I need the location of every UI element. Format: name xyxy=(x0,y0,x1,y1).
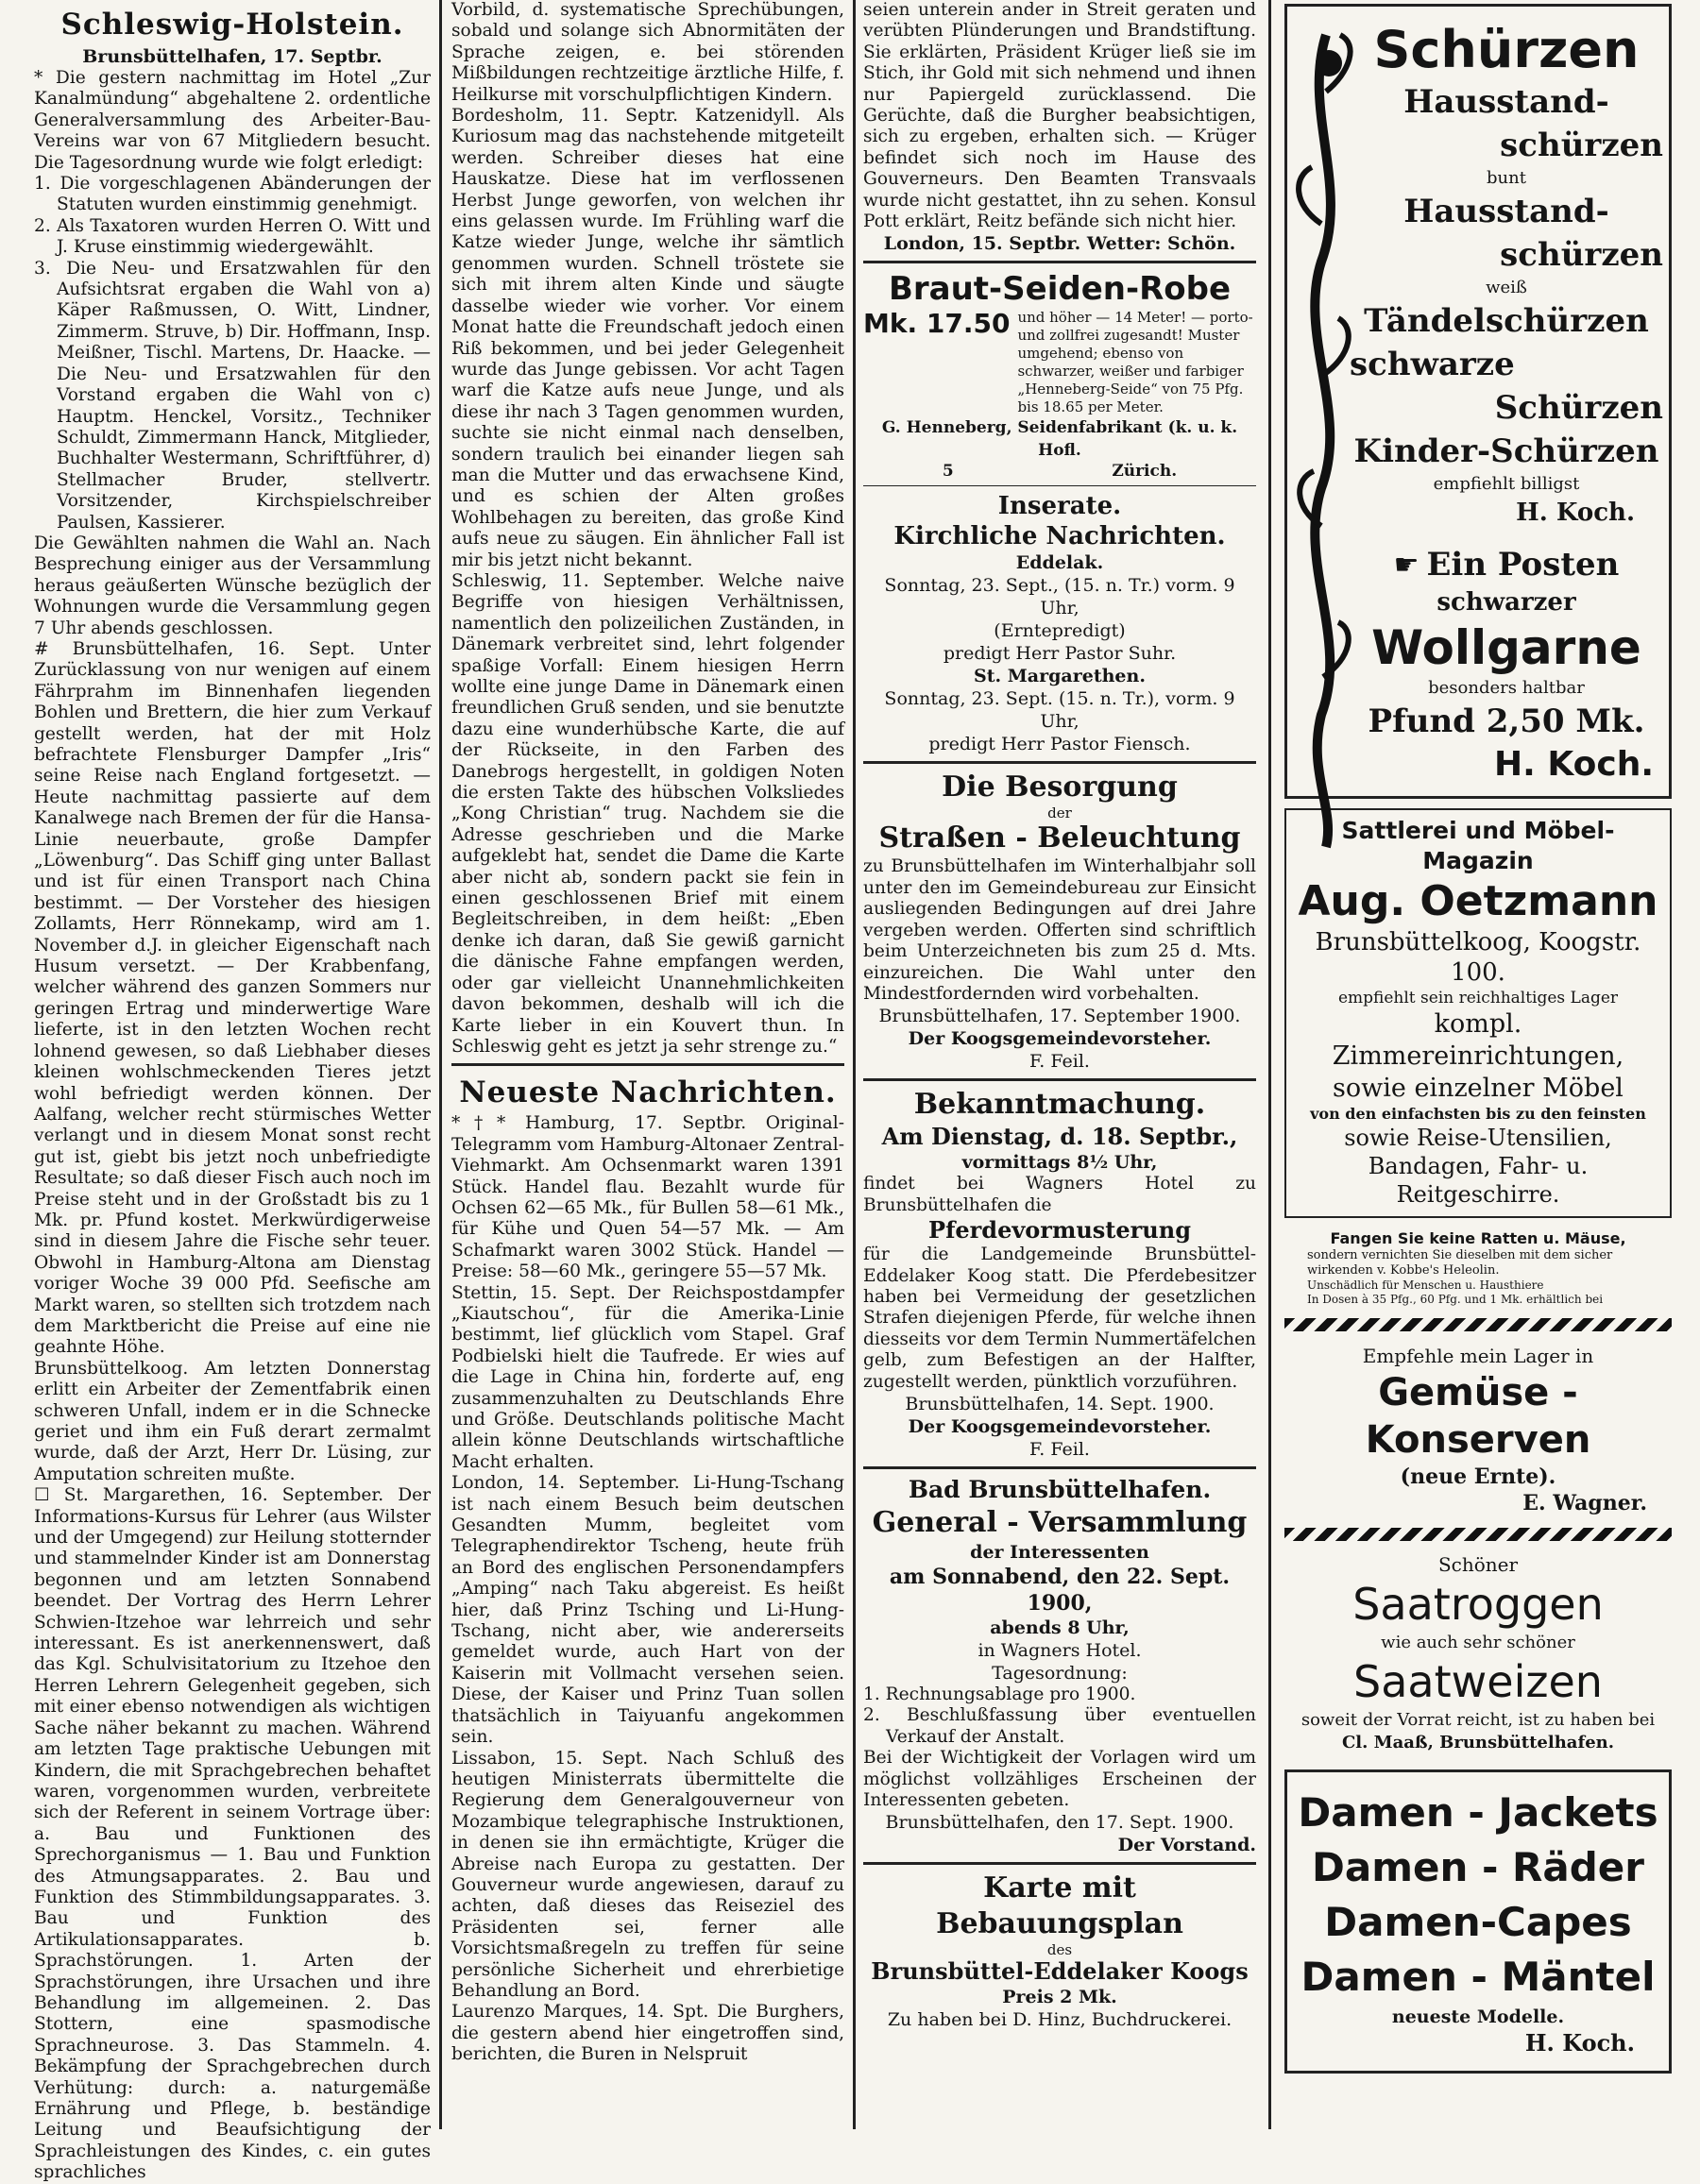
ad-signature: Der Vorstand. xyxy=(1117,1835,1256,1856)
ad-date: Brunsbüttelhafen, 14. Sept. 1900. xyxy=(905,1393,1215,1414)
ad-headline: Aug. Oetzmann xyxy=(1298,877,1658,925)
ad-number: 5 xyxy=(942,462,954,482)
ad-city: Zürich. xyxy=(1112,462,1178,482)
ad-title: Karte mit xyxy=(983,1871,1136,1905)
ad-line: sowie einzelner Möbel xyxy=(1333,1074,1624,1103)
ad-date: Brunsbüttelhafen, 17. September 1900. xyxy=(878,1006,1241,1027)
ad-text: zu Brunsbüttelhafen im Winterhalbjahr soll unter den im Gemeindebureau zur Einsicht ausliegenden Bedingungen auf drei Jahre vergeben werden. Offerten sind schriftlich beim Unterzeichneten bis zum 25 d. Mts. einzureichen. Die Wahl unter den Mindestfordernden wird vorbehalten. xyxy=(863,856,1256,1004)
ad-line: Ein Posten xyxy=(1426,546,1620,584)
list-item: 2. Beschlußfassung über eventuellen Verkauf der Anstalt. xyxy=(863,1705,1256,1747)
church-place: Eddelak. xyxy=(1015,552,1104,574)
ad-title: Braut-Seiden-Robe xyxy=(888,270,1232,309)
column-divider xyxy=(1268,0,1271,2129)
church-line: predigt Herr Pastor Suhr. xyxy=(943,643,1177,665)
ad-line: empfiehlt sein reichhaltiges Lager xyxy=(1337,989,1619,1007)
ad-line: neueste Modelle. xyxy=(1391,2006,1565,2027)
ad-line: Hausstand- xyxy=(1403,83,1609,121)
ad-oetzmann xyxy=(1284,808,1672,1218)
ad-signature: H. Koch. xyxy=(1524,2029,1635,2057)
ad-price: Mk. 17.50 xyxy=(863,308,1011,340)
ad-signature: Der Koogsgemeindevorsteher. xyxy=(908,1415,1212,1437)
church-line: predigt Herr Pastor Fiensch. xyxy=(928,734,1191,755)
ad-line: am Sonnabend, den 22. Sept. 1900, xyxy=(889,1564,1231,1616)
ad-line: Am Dienstag, d. 18. Septbr., xyxy=(881,1123,1238,1151)
ad-headline: Damen - Jackets xyxy=(1298,1789,1658,1836)
ad-line: abends 8 Uhr, xyxy=(990,1617,1130,1638)
ad-line: Kinder-Schürzen xyxy=(1353,432,1659,470)
ad-title: Straßen - Beleuchtung xyxy=(878,821,1241,855)
article-paragraph: London, 14. September. Li-Hung-Tschang ist nach einem Besuch beim deutschen Gesandten Mumm, begleitet vom Telegraphendirektor Tscheng, heute früh an Bord des englischen Personendampfers „Amping“ nach Taku abgereist. Es heißt hier, daß Prinz Tsching und Li-Hung-Tschang, nicht aber, wie andererseits gemeldet wurde, auch Hart von der Kaiserin mit Vollmacht versehen seien. Diese, der Kaiser und Prinz Tuan sollen thatsächlich in Taiyuanfu angekommen sein. xyxy=(451,1473,844,1748)
ad-date: Brunsbüttelhafen, den 17. Sept. 1900. xyxy=(885,1812,1234,1834)
ad-signature: F. Feil. xyxy=(1029,1051,1090,1073)
ad-line: Schürzen xyxy=(1494,389,1663,427)
ad-heleolin xyxy=(1303,1226,1653,1311)
ad-line: Sattlerei und Möbel-Magazin xyxy=(1341,817,1615,874)
ad-headline: Wollgarne xyxy=(1371,620,1641,675)
ad-line: schürzen xyxy=(1500,236,1663,274)
ad-line: Unschädlich für Menschen u. Hausthiere xyxy=(1307,1278,1544,1292)
section-title: Neueste Nachrichten. xyxy=(459,1075,837,1110)
ad-headline: Damen - Mäntel xyxy=(1300,1954,1656,2000)
ad-text: für die Landgemeinde Brunsbüttel-Eddelaker Koog statt. Die Pferdebesitzer haben bei Vermeidung der gesetzlichen Strafen diejenigen Pferde, für welche ihnen diesseits vor dem Termin Nummertäfelchen gelb, zum Befestigen an der Halfter, zugestellt werden, pünktlich vorzuführen. xyxy=(863,1244,1256,1392)
article-paragraph: seien unterein ander in Streit geraten und verübten Plünderungen und Brandstiftung. Sie erklärten, Präsident Krüger ließ sie im Stich, ihr Gold mit sich nehmend und ihnen nur Papiergeld zurücklassend. Die Gerüchte, daß die Burgher beabsichtigen, sich zu ergeben, erhalten sich. — Krüger befindet sich noch im Hause des Gouverneurs. Den Beamten Transvaals wurde nicht gestattet, ihn zu sehen. Konsul Pott erklärt, Reitz befände sich nicht hier. xyxy=(863,0,1256,232)
ad-line: wie auch sehr schöner xyxy=(1381,1633,1575,1652)
ad-line: des xyxy=(1046,1941,1073,1959)
ad-signature: Cl. Maaß, Brunsbüttelhafen. xyxy=(1341,1733,1615,1752)
ad-subtitle: der xyxy=(1047,804,1072,822)
list-item: 1. Rechnungsablage pro 1900. xyxy=(863,1684,1136,1704)
ad-line: Schöner xyxy=(1437,1553,1519,1576)
church-line: Sonntag, 23. Sept., (15. n. Tr.) vorm. 9 Uhr, xyxy=(884,575,1235,619)
divider xyxy=(863,1862,1256,1865)
ad-line: Tagesordnung: xyxy=(992,1662,1128,1684)
ad-braut-seide xyxy=(863,269,1256,481)
ad-price: Pfund 2,50 Mk. xyxy=(1368,703,1645,740)
ad-signature: E. Wagner. xyxy=(1522,1491,1647,1515)
ad-saatroggen xyxy=(1284,1549,1672,1758)
article-paragraph: Lissabon, 15. Sept. Nach Schluß des heutigen Ministerrats übermittelte die Regierung dem Generalgouverneur von Mozambique telegraphische Instruktionen, in denen sie ihn ermächtigte, Krüger die Abreise nach Europa zu gestatten. Der Gouverneur wurde angewiesen, darauf zu achten, daß dieses das Reiseziel des Präsidenten sei, ferner alle Vorsichtsmaßregeln zu treffen für seine persönliche Sicherheit und ehrerbietige Behandlung an Bord. xyxy=(451,1748,844,2001)
ad-signature: H. Koch. xyxy=(1516,499,1635,527)
ad-line: besonders haltbar xyxy=(1428,678,1585,698)
ad-signature: H. Koch. xyxy=(1494,745,1654,784)
column-3 xyxy=(856,0,1264,2129)
ad-line: vormittags 8½ Uhr, xyxy=(961,1152,1158,1174)
ad-title: Die Besorgung xyxy=(942,770,1178,804)
ad-line: Hausstand- xyxy=(1403,193,1609,230)
ad-title: Bebauungsplan xyxy=(936,1907,1183,1941)
floral-ornament-icon xyxy=(1293,35,1359,847)
ad-line: schwarzer xyxy=(1436,588,1576,617)
divider xyxy=(451,1063,844,1066)
list-item: 2. Als Taxatoren wurden Herren O. Witt und J. Kruse einstimmig wiedergewählt. xyxy=(34,215,431,258)
ad-headline: Saatroggen xyxy=(1352,1579,1604,1630)
article-paragraph: * Die gestern nachmittag im Hotel „Zur Kanalmündung“ abgehaltene 2. ordentliche Generalversammlung des Arbeiter-Bau-Vereins war von 67 Mitgliedern besucht. Die Tagesordnung wurde wie folgt erledigt: xyxy=(34,68,431,173)
article-paragraph: *†* Hamburg, 17. Septbr. Original-Telegramm vom Hamburg-Altonaer Zentral-Viehmarkt. Am Ochsenmarkt waren 1391 Stück. Handel flau. Bezahlt wurde für Ochsen 62—65 Mk., für Bullen 58—61 Mk., für Kühe und Quen 54—57 Mk. — Am Schafmarkt waren 3002 Stück. Handel — Preise: 58—60 Mk., geringere 55—57 Mk. xyxy=(451,1113,844,1282)
ad-title: Bad Brunsbüttelhafen. xyxy=(908,1475,1212,1503)
decorative-border xyxy=(1284,1318,1672,1331)
ad-title: Bekanntmachung. xyxy=(913,1088,1206,1122)
list-item: 3. Die Neu- und Ersatzwahlen für den Aufsichtsrat ergaben die Wahl von a) Käper Raßmussen, O. Witt, Lindner, Zimmerm. Struve, b) Dir. Hoffmann, Insp. Meißner, Tischl. Martens, Dr. Haacke. — Die Neu- und Ersatzwahlen für den Vorstand ergaben die Wahl von c) Hauptm. Henckel, Vorsitz., Techniker Schuldt, Zimmermann Hanck, Mitglieder, Buchhalter Westermann, Schriftführer, d) Stellmacher Bruder, stellvertr. Vorsitzender, Kirchspielschreiber Paulsen, Kassierer. xyxy=(34,258,431,533)
article-paragraph: Stettin, 15. Sept. Der Reichspostdampfer „Kiautschou“, für die Amerika-Linie bestimmt, lief glücklich vom Stapel. Graf Podbielski hielt die Taufrede. Er wies auf die Lage in China hin, forderte auf, eng zusammenzuhalten zu Deutschlands Ehre und Größe. Deutschlands politische Macht allein könne Deutschlands wirtschaftliche Macht erhalten. xyxy=(451,1282,844,1472)
ad-line: schürzen xyxy=(1500,127,1663,164)
ad-line: sowie Reise-Utensilien, Bandagen, Fahr- u. Reitgeschirre. xyxy=(1344,1125,1612,1208)
ad-line: (neue Ernte). xyxy=(1400,1464,1556,1489)
ad-konserven xyxy=(1284,1339,1672,1520)
ad-line: in Wagners Hotel. xyxy=(978,1639,1142,1661)
ad-line: Empfehle mein Lager in xyxy=(1362,1345,1594,1367)
divider xyxy=(863,761,1256,764)
ad-line: In Dosen à 35 Pfg., 60 Pfg. und 1 Mk. erhältlich bei xyxy=(1307,1293,1604,1306)
ad-headline: Schürzen xyxy=(1373,20,1640,79)
ad-strassenbeleuchtung xyxy=(863,770,1256,1073)
divider xyxy=(863,1466,1256,1469)
article-paragraph: Vorbild, d. systematische Sprechübungen, sobald und solange sich Abnormitäten der Sprache zeigen, e. bei störenden Mißbildungen rechtzeitige ärztliche Hilfe, f. Heilkurse mit vorschulpflichtigen Kindern. xyxy=(451,0,844,105)
ad-text: und höher — 14 Meter! — porto- und zollfrei zugesandt! Muster umgehend; ebenso von schwarzer, weißer und farbiger „Henneberg-Seide“ von 75 Pfg. bis 18.65 per Meter. xyxy=(1017,309,1253,416)
article-paragraph: Bordesholm, 11. Septr. Katzenidyll. Als Kuriosum mag das nachstehende mitgeteilt werden. Schreiber dieses hat eine Hauskatze. Diese hat im verflossenen Herbst Junge geworfen, von welchen ihr eins gelassen wurde. Im Frühling warf die Katze wieder Junge, welche ihr sämtlich genommen wurden. Schnell tröstete sie sich mit ihrem alten Kinde und säugte dasselbe wieder wie vorher. Vor einem Monat hatte die Freundschaft jedoch einen Riß bekommen, und bei jeder Gelegenheit wurde das Junge gebissen. Vor acht Tagen warf die Katze aufs neue Junge, und als diese ihr nach 3 Tagen genommen wurden, suchte sie nicht einmal nach denselben, sondern traulich bei einander liegen sah man die Mutter und das erwachsene Kind, und es schien der Alten großes Wohlbehagen zu bereiten, das große Kind aufs neue zu säugen. Ein ähnlicher Fall ist mir bis jetzt nicht bekannt. xyxy=(451,106,844,570)
column-1 xyxy=(26,0,438,2183)
column-2 xyxy=(444,0,852,2129)
list-item: 1. Die vorgeschlagenen Abänderungen der Statuten wurden einstimmig genehmigt. xyxy=(34,174,431,215)
ad-generalversammlung xyxy=(863,1475,1256,1856)
ad-schuerzen xyxy=(1284,4,1672,799)
article-paragraph: Schleswig, 11. September. Welche naive Begriffe von hiesigen Verhältnissen, namentlich den polizeilichen Zuständen, in Dänemark verbreitet sind, lehrt folgender spaßige Vorfall: Einem hiesigen Herrn wollte eine junge Dame in Dänemark einen freundlichen Gruß senden, und sie benutzte dazu eine wunderhübsche Karte, die auf der Rückseite, in den Farben des Danebrogs hergestellt, in goldigen Noten die ersten Takte des hübschen Volksliedes „Kong Christian“ trug. Nachdem sie die Adresse geschrieben und die Marke aufgeklebt hat, sendet die Dame die Karte aber nicht ab, sondern packt sie fein in einen geschlossenen Brief mit einem Begleitschreiben, in dem heißt: „Eben denke ich daran, daß Sie gewiß garnicht die dänische Fahne empfangen werden, oder gar vielleicht Unannehmlichkeiten davon bekommen, deshalb will ich die Karte lieber in ein Kouvert thun. In Schleswig geht es jetzt ja sehr strenge zu.“ xyxy=(451,570,844,1057)
ad-line: schwarze xyxy=(1350,346,1515,383)
ad-line: von den einfachsten bis zu den feinsten xyxy=(1310,1105,1646,1123)
weather-line: London, 15. Septbr. Wetter: Schön. xyxy=(883,233,1236,255)
ad-title: General - Versammlung xyxy=(872,1505,1248,1539)
article-paragraph: Brunsbüttelkoog. Am letzten Donnerstag erlitt ein Arbeiter der Zementfabrik einen schweren Unfall, indem er in die Schnecke geriet und ihm ein Fuß derart zermalmt wurde, daß der Arzt, Herr Dr. Lüsing, zur Amputation schreiten mußte. xyxy=(34,1358,431,1484)
decorative-border xyxy=(1284,1528,1672,1541)
church-line: Sonntag, 23. Sept. (15. n. Tr.), vorm. 9 Uhr, xyxy=(884,688,1235,733)
ad-price: Preis 2 Mk. xyxy=(1002,1987,1117,2008)
article-paragraph: Die Gewählten nahmen die Wahl an. Nach Besprechung einiger aus der Versammlung heraus geäußerten Wünsche bezüglich der Wohnungen wurde die Versammlung gegen 7 Uhr abends geschlossen. xyxy=(34,533,431,638)
ad-line: Brunsbüttel-Eddelaker Koogs xyxy=(871,1957,1249,1986)
dateline: Brunsbüttelhafen, 17. Septbr. xyxy=(82,46,382,67)
ad-signature: F. Feil. xyxy=(1029,1438,1090,1460)
ad-line: Tändelschürzen xyxy=(1364,302,1649,340)
ad-line: der Interessenten xyxy=(970,1541,1149,1563)
section-title: Inserate. xyxy=(997,492,1122,521)
church-line: (Erntepredigt) xyxy=(994,620,1126,642)
church-title: Kirchliche Nachrichten. xyxy=(893,522,1226,551)
ad-headline: Saatweizen xyxy=(1353,1656,1603,1707)
ad-headline: Damen - Räder xyxy=(1312,1844,1644,1890)
ad-line: Brunsbüttelkoog, Koogstr. 100. xyxy=(1315,928,1641,987)
ad-line: Zu haben bei D. Hinz, Buchdruckerei. xyxy=(887,2009,1232,2031)
ad-signature: Der Koogsgemeindevorsteher. xyxy=(908,1028,1212,1050)
ad-line: sondern vernichten Sie dieselben mit dem sicher wirkenden v. Kobbe's Heleolin. xyxy=(1307,1248,1613,1278)
divider xyxy=(863,485,1256,486)
article-paragraph: Laurenzo Marques, 14. Spt. Die Burghers, die gestern abend hier eingetroffen sind, berichten, die Buren in Nelspruit xyxy=(451,2002,844,2065)
ad-karte xyxy=(863,1871,1256,2031)
ad-line: bunt xyxy=(1487,168,1526,188)
divider xyxy=(863,1078,1256,1081)
ad-bekanntmachung xyxy=(863,1087,1256,1461)
ad-damen xyxy=(1284,1769,1672,2074)
article-paragraph: ☐ St. Margarethen, 16. September. Der Informations-Kursus für Lehrer (aus Wilster und der Umgegend) zur Heilung stotternder und stammelnder Kinder ist am Donnerstag begonnen und am letzten Sonnabend beendet. Der Vortrag des Herrn Lehrer Schwien-Itzehoe war lehrreich und sehr interessant. Es ist anerkennenswert, daß das Kgl. Schulvisitatorium zu Itzehoe den Herren Lehrern Gelegenheit gegeben, sich mit einer ebenso notwendigen als wichtigen Sache näher bekannt zu machen. Während am letzten Tage praktische Uebungen mit Kindern, die mit Sprachgebrechen behaftet waren, vorgenommen wurden, verbreitete sich der Referent in seinem Vortrage über: a. Bau und Funktionen des Sprechorganismus — 1. Bau und Funktion des Atmungsapparates. 2. Bau und Funktion des Stimmbildungsapparates. 3. Bau und Funktion des Artikulationsapparates. b. Sprachstörungen. 1. Arten der Sprachstörungen, ihre Ursachen und ihre Behandlung im allgemeinen. 2. Das Stottern, eine spasmodische Sprachneurose. 3. Das Stammeln. 4. Bekämpfung der Sprachgebrechen durch Verhütung: durch: a. naturgemäße Ernährung und Pflege, b. beständige Leitung und Beaufsichtigung der Sprachleistungen des Kindes, c. ein gutes sprachliches xyxy=(34,1485,431,2183)
ad-line: kompl. Zimmereinrichtungen, xyxy=(1332,1009,1624,1071)
ad-headline: Damen-Capes xyxy=(1324,1899,1632,1945)
ad-text: Bei der Wichtigkeit der Vorlagen wird um möglichst vollzähliges Erscheinen der Interessenten gebeten. xyxy=(863,1748,1256,1810)
church-place: St. Margarethen. xyxy=(974,666,1146,687)
ad-headline: Gemüse - Konserven xyxy=(1365,1371,1591,1462)
section-title: Schleswig-Holstein. xyxy=(60,8,404,42)
ad-line: Pferdevormusterung xyxy=(928,1216,1191,1244)
ad-line: soweit der Vorrat reicht, ist zu haben bei xyxy=(1300,1710,1656,1730)
ad-line: Fangen Sie keine Ratten u. Mäuse, xyxy=(1330,1229,1626,1247)
article-paragraph: # Brunsbüttelhafen, 16. Sept. Unter Zurücklassung von nur wenigen auf einem Fährprahm im Binnenhafen liegenden Bohlen und Brettern, die hier zum Verkauf gestellt werden, hat der mit Holz befrachtete Flensburger Dampfer „Iris“ seine Reise nach England fortgesetzt. — Heute nachmittag passierte auf dem Kanalwege nach Bremen der für die Hansa-Linie neuerbaute, große Dampfer „Löwenburg“. Das Schiff ging unter Ballast und ist für einen Transport nach China bestimmt. — Der Vorsteher des hiesigen Zollamts, Herr Rönnekamp, wird am 1. November d.J. in gleicher Eigenschaft nach Husum versetzt. — Der Krabbenfang, welcher während des ganzen Sommers nur geringen Ertrag und minderwertige Ware lieferte, ist in den letzten Wochen recht lohnend gewesen, so daß Liebhaber dieses kleinen wohlschmeckenden Tieres jetzt wohl befriedigt werden können. Der Aalfang, welcher recht stürmisches Wetter verlangt und in diesem Monat sonst recht gut ist, giebt bis jetzt noch unbefriedigte Resultate; so daß dieser Fisch auch noch im Preise steht und in der Großstadt bis zu 1 Mk. pr. Pfund kostet. Merkwürdigerweise sind in diesem Jahre die Fische sehr teuer. Obwohl in Hamburg-Altona am Dienstag voriger Woche 39 000 Pfd. Seefische am Markt waren, so stellten sich trotzdem nach dem Marktbericht die Preise auf eine nie geahnte Höhe. xyxy=(34,638,431,1358)
pointing-hand-icon: ☛ xyxy=(1393,548,1420,582)
divider xyxy=(863,261,1256,263)
ad-line: empfiehlt billigst xyxy=(1433,474,1580,494)
column-divider xyxy=(439,0,442,2129)
ad-line: findet bei Wagners Hotel zu Brunsbüttelhafen die xyxy=(863,1174,1256,1215)
ad-line: weiß xyxy=(1486,278,1527,297)
ad-firm: G. Henneberg, Seidenfabrikant (k. u. k. Hofl. xyxy=(881,418,1238,461)
column-4 xyxy=(1277,0,1679,2129)
